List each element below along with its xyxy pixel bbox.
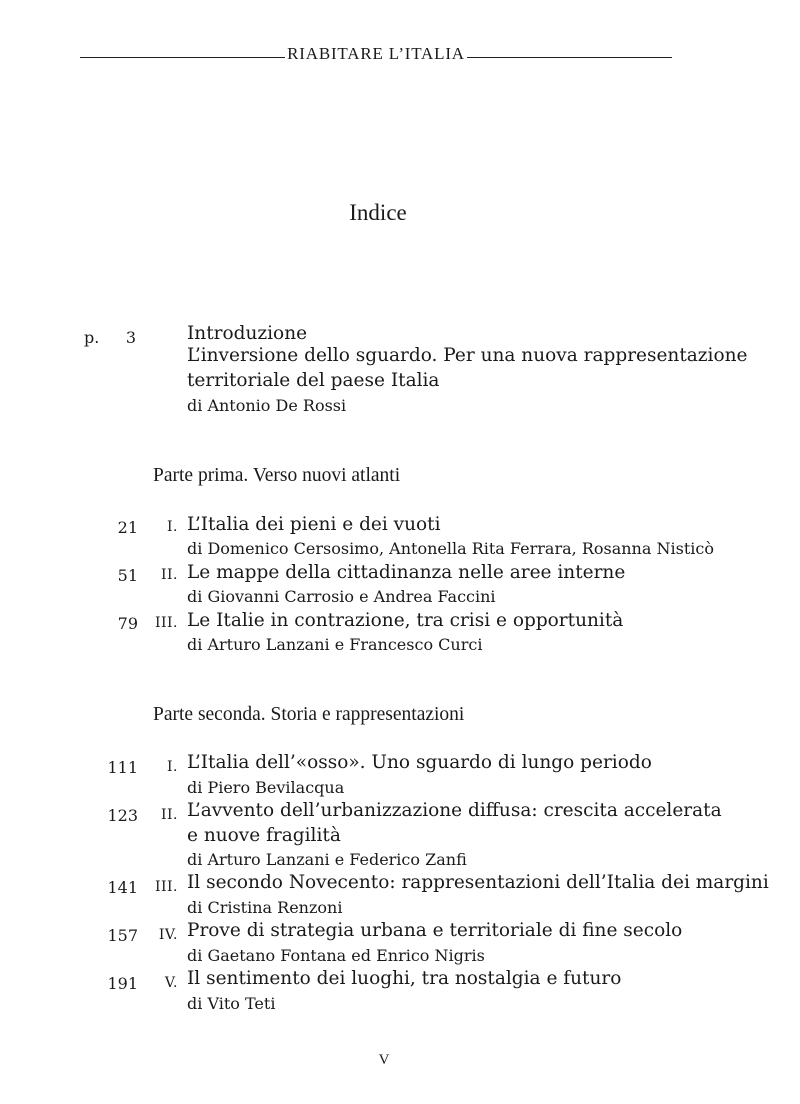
running-head-title: RIABITARE L’ITALIA: [287, 44, 465, 63]
toc-chapter-numeral: II.: [160, 567, 178, 583]
toc-page-number: 157: [107, 926, 138, 945]
toc-page-number: 21: [117, 518, 138, 537]
part-heading: Parte seconda. Storia e rappresentazioni: [153, 704, 465, 725]
toc-title-line: Introduzione: [187, 323, 308, 344]
page-prefix: p.: [84, 328, 100, 347]
toc-title-line: territoriale del paese Italia: [187, 370, 440, 391]
toc-author: di Arturo Lanzani e Francesco Curci: [187, 635, 483, 654]
running-head-rule-right: [467, 57, 672, 58]
toc-page-number: 191: [107, 974, 138, 993]
toc-title-line: e nuove fragilità: [187, 825, 341, 846]
toc-author: di Piero Bevilacqua: [187, 778, 345, 797]
toc-title-line: Le Italie in contrazione, tra crisi e opportunità: [187, 610, 624, 631]
toc-page-number: 3: [125, 328, 136, 347]
running-head: [80, 36, 672, 62]
toc-title-line: L’Italia dei pieni e dei vuoti: [187, 514, 441, 535]
toc-chapter-numeral: III.: [154, 879, 178, 895]
toc-chapter-numeral: I.: [167, 759, 178, 775]
toc-page-number: 111: [107, 758, 138, 777]
toc-chapter-numeral: III.: [154, 615, 178, 631]
page-title: Indice: [349, 200, 407, 225]
toc-author: di Giovanni Carrosio e Andrea Faccini: [187, 587, 496, 606]
toc-title-line: Il secondo Novecento: rappresentazioni dell’Italia dei margini: [187, 872, 769, 893]
toc-page-number: 51: [117, 566, 138, 585]
toc-title-line: L’avvento dell’urbanizzazione diffusa: crescita accelerata: [187, 800, 722, 821]
toc-author: di Antonio De Rossi: [187, 396, 347, 415]
page-folio: V: [378, 1052, 390, 1068]
toc-title-line: Prove di strategia urbana e territoriale di fine secolo: [187, 920, 683, 941]
toc-title-line: L’inversione dello sguardo. Per una nuova rappresentazione: [187, 345, 748, 366]
toc-chapter-numeral: I.: [167, 519, 178, 535]
toc-chapter-numeral: V.: [164, 975, 178, 991]
toc-author: di Arturo Lanzani e Federico Zanfi: [187, 850, 467, 869]
toc-chapter-numeral: IV.: [158, 927, 178, 943]
toc-title-line: Il sentimento dei luoghi, tra nostalgia e futuro: [187, 968, 622, 989]
part-heading: Parte prima. Verso nuovi atlanti: [153, 465, 401, 486]
toc-page-number: 141: [107, 878, 138, 897]
toc-page-number: 123: [107, 806, 138, 825]
toc-author: di Vito Teti: [187, 994, 276, 1013]
toc-chapter-numeral: II.: [160, 807, 178, 823]
toc-title-line: Le mappe della cittadinanza nelle aree interne: [187, 562, 626, 583]
toc-author: di Cristina Renzoni: [187, 898, 343, 917]
toc-author: di Gaetano Fontana ed Enrico Nigris: [187, 946, 485, 965]
running-head-rule-left: [80, 57, 285, 58]
toc-title-line: L’Italia dell’«osso». Uno sguardo di lungo periodo: [187, 752, 652, 773]
toc-page-number: 79: [117, 614, 138, 633]
toc-author: di Domenico Cersosimo, Antonella Rita Ferrara, Rosanna Nisticò: [187, 539, 714, 558]
